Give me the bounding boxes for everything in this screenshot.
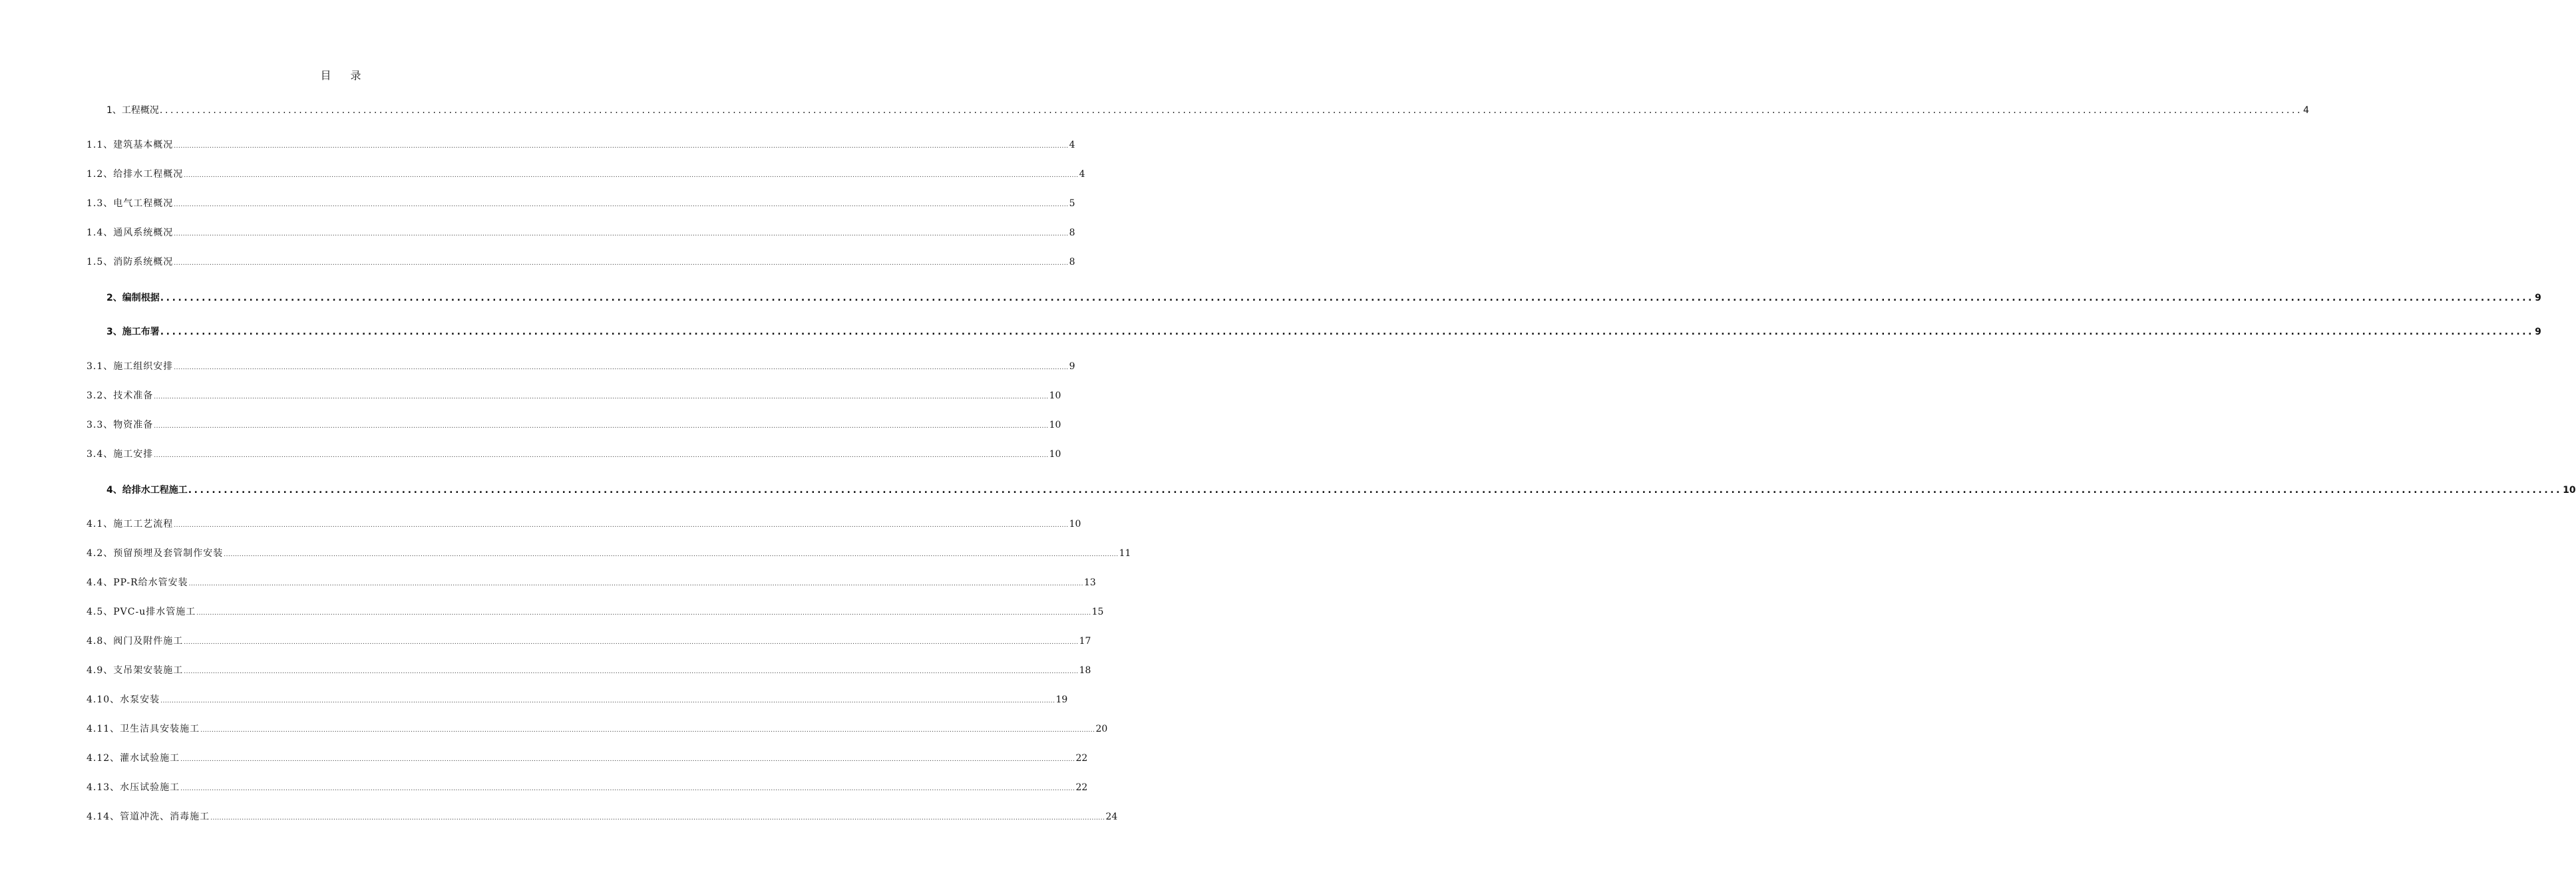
- dot-leader: ................................................................................................................................................................................................................................................................................................................................................................................................................: [184, 669, 1079, 675]
- toc-entry-label: 1.3、电气工程概况: [87, 198, 174, 209]
- dot-leader: ................................................................................................................................................................................................................................................................................................................................................................................................................: [188, 485, 2563, 496]
- toc-entry-label: 3.3、物资准备: [87, 420, 154, 430]
- dot-leader: ................................................................................................................................................................................................................................................................................................................................................................................................................: [210, 815, 1105, 821]
- toc-entry-1-2[interactable]: [87, 167, 1085, 182]
- dot-leader: ................................................................................................................................................................................................................................................................................................................................................................................................................: [160, 327, 2535, 337]
- toc-entry-4-2[interactable]: [87, 546, 1131, 561]
- toc-entry-page: 22: [1075, 782, 1088, 793]
- dot-leader: ................................................................................................................................................................................................................................................................................................................................................................................................................: [160, 293, 2535, 303]
- toc-entry-page: 10: [1049, 449, 1061, 460]
- toc-entry-label: 4.9、支吊架安装施工: [87, 665, 184, 676]
- dot-leader: ................................................................................................................................................................................................................................................................................................................................................................................................................: [174, 231, 1069, 237]
- toc-entry-page: 8: [1069, 257, 1075, 267]
- toc-entry-page: 10: [2563, 485, 2576, 496]
- toc-entry-4-11[interactable]: [87, 722, 1108, 736]
- toc-entry-4-14[interactable]: [87, 810, 1118, 824]
- dot-leader: ................................................................................................................................................................................................................................................................................................................................................................................................................: [160, 698, 1055, 704]
- toc-entry-page: 11: [1119, 548, 1131, 559]
- toc-entry-4[interactable]: [106, 483, 2576, 498]
- toc-entry-label: 4.11、卫生洁具安装施工: [87, 724, 200, 734]
- toc-entry-page: 10: [1049, 390, 1061, 401]
- toc-entry-2[interactable]: [106, 291, 2541, 305]
- toc-entry-page: 10: [1069, 519, 1081, 529]
- dot-leader: ................................................................................................................................................................................................................................................................................................................................................................................................................: [188, 581, 1083, 587]
- toc-entry-page: 17: [1079, 636, 1091, 647]
- toc-entry-page: 4: [1079, 169, 1085, 180]
- dot-leader: ................................................................................................................................................................................................................................................................................................................................................................................................................: [224, 551, 1119, 558]
- toc-entry-label: 1、工程概况: [106, 105, 159, 116]
- toc-entry-label: 4.12、灌水试验施工: [87, 753, 180, 764]
- toc-entry-1-1[interactable]: [87, 138, 1075, 152]
- toc-entry-label: 4.8、阀门及附件施工: [87, 636, 184, 647]
- toc-entry-label: 4.14、管道冲洗、消毒施工: [87, 812, 210, 822]
- toc-entry-3-3[interactable]: [87, 418, 1061, 432]
- toc-entry-4-9[interactable]: [87, 663, 1091, 678]
- toc-entry-page: 22: [1075, 753, 1088, 764]
- toc-entry-page: 9: [2535, 327, 2541, 337]
- toc-entry-3-4[interactable]: [87, 447, 1061, 462]
- toc-entry-1[interactable]: [106, 103, 2309, 118]
- toc-entry-label: 4.5、PVC-u排水管施工: [87, 607, 196, 617]
- toc-entry-label: 1.2、给排水工程概况: [87, 169, 184, 180]
- toc-entry-4-13[interactable]: [87, 780, 1088, 795]
- dot-leader: ................................................................................................................................................................................................................................................................................................................................................................................................................: [174, 260, 1069, 267]
- dot-leader: ................................................................................................................................................................................................................................................................................................................................................................................................................: [180, 756, 1075, 763]
- toc-entry-page: 20: [1095, 724, 1108, 734]
- toc-entry-label: 1.4、通风系统概况: [87, 227, 174, 238]
- toc-entry-label: 4.2、预留预埋及套管制作安装: [87, 548, 224, 559]
- toc-entry-page: 9: [2535, 293, 2541, 303]
- toc-entry-label: 3、施工布署: [106, 327, 160, 337]
- toc-entry-page: 19: [1055, 694, 1068, 705]
- toc-entry-label: 4.1、施工工艺流程: [87, 519, 174, 529]
- toc-entry-label: 3.4、施工安排: [87, 449, 154, 460]
- toc-entry-page: 18: [1079, 665, 1091, 676]
- toc-entry-label: 4.4、PP-R给水管安装: [87, 577, 188, 588]
- toc-entry-4-1[interactable]: [87, 517, 1081, 531]
- toc-entry-page: 4: [2303, 105, 2309, 116]
- toc-title: 目 录: [320, 69, 369, 82]
- dot-leader: ................................................................................................................................................................................................................................................................................................................................................................................................................: [154, 452, 1049, 459]
- toc-entry-4-8[interactable]: [87, 634, 1091, 649]
- toc-entry-label: 4.10、水泵安装: [87, 694, 160, 705]
- dot-leader: ................................................................................................................................................................................................................................................................................................................................................................................................................: [154, 394, 1049, 400]
- dot-leader: ................................................................................................................................................................................................................................................................................................................................................................................................................: [184, 172, 1079, 179]
- toc-entry-3-1[interactable]: [87, 359, 1075, 374]
- dot-leader: ................................................................................................................................................................................................................................................................................................................................................................................................................: [180, 786, 1075, 792]
- toc-entry-4-4[interactable]: [87, 575, 1096, 590]
- toc-entry-1-4[interactable]: [87, 225, 1075, 240]
- toc-entry-page: 4: [1069, 140, 1075, 150]
- toc-entry-label: 1.1、建筑基本概况: [87, 140, 174, 150]
- toc-entry-label: 4、给排水工程施工: [106, 485, 188, 496]
- toc-entry-label: 3.1、施工组织安排: [87, 361, 174, 372]
- toc-entry-label: 1.5、消防系统概况: [87, 257, 174, 267]
- toc-entry-page: 24: [1105, 812, 1118, 822]
- toc-entry-page: 10: [1049, 420, 1061, 430]
- dot-leader: ................................................................................................................................................................................................................................................................................................................................................................................................................: [174, 143, 1069, 150]
- toc-entry-4-10[interactable]: [87, 692, 1068, 707]
- dot-leader: ................................................................................................................................................................................................................................................................................................................................................................................................................: [154, 423, 1049, 430]
- toc-entry-4-12[interactable]: [87, 751, 1088, 766]
- dot-leader: ................................................................................................................................................................................................................................................................................................................................................................................................................: [159, 105, 2302, 116]
- toc-entry-label: 3.2、技术准备: [87, 390, 154, 401]
- toc-entry-page: 13: [1083, 577, 1096, 588]
- toc-entry-label: 2、编制根据: [106, 293, 160, 303]
- toc-entry-3-2[interactable]: [87, 388, 1061, 403]
- dot-leader: ................................................................................................................................................................................................................................................................................................................................................................................................................: [174, 522, 1069, 529]
- toc-entry-1-3[interactable]: [87, 196, 1075, 211]
- toc-entry-label: 4.13、水压试验施工: [87, 782, 180, 793]
- dot-leader: ................................................................................................................................................................................................................................................................................................................................................................................................................: [174, 202, 1069, 208]
- toc-entry-page: 15: [1091, 607, 1104, 617]
- toc-entry-page: 8: [1069, 227, 1075, 238]
- toc-entry-page: 5: [1069, 198, 1075, 209]
- dot-leader: ................................................................................................................................................................................................................................................................................................................................................................................................................: [200, 727, 1095, 734]
- dot-leader: ................................................................................................................................................................................................................................................................................................................................................................................................................: [184, 639, 1079, 646]
- dot-leader: ................................................................................................................................................................................................................................................................................................................................................................................................................: [196, 610, 1091, 617]
- toc-entry-3[interactable]: [106, 325, 2541, 339]
- toc-entry-1-5[interactable]: [87, 255, 1075, 269]
- toc-entry-page: 9: [1069, 361, 1075, 372]
- dot-leader: ................................................................................................................................................................................................................................................................................................................................................................................................................: [174, 365, 1069, 371]
- toc-entry-4-5[interactable]: [87, 605, 1104, 619]
